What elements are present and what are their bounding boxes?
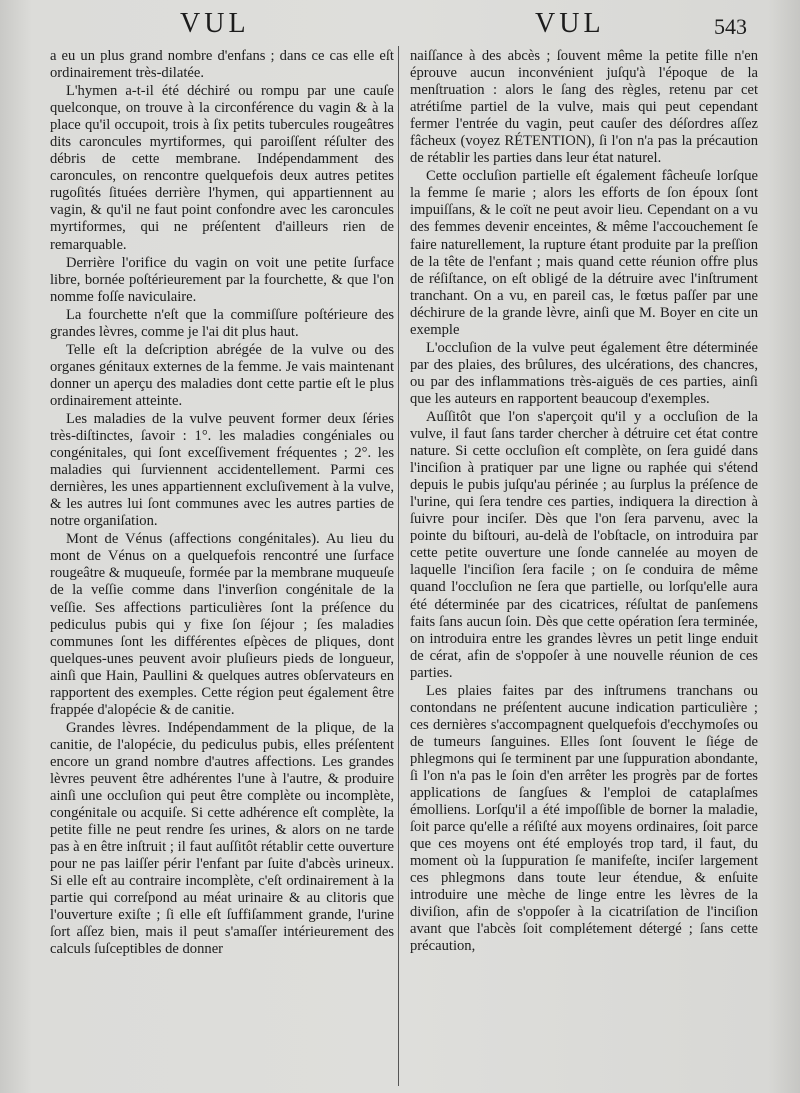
right-column xyxy=(410,48,758,955)
paragraph: Mont de Vénus (affections congénitales). Au lieu du mont de Vénus on a quelquefois rencontré une ſurface rougeâtre & muqueuſe, formée par la membrane muqueuſe de la veſſie comme dans l'inverſion congénitale de la veſſie. Ses affections particulières ſont la préſence du pediculus pubis qui y fixe ſon ſéjour ; ſes maladies communes ſont les différentes eſpèces de pliques, dont quelques-unes peuvent avoir pluſieurs pieds de longueur, ainſi que Hain, Paullini & quelques autres obſervateurs en rapportent des exemples. Cette région peut également être frappée d'alopécie & de canitie. xyxy=(50,531,394,718)
paragraph: Les maladies de la vulve peuvent former deux ſéries très-diſtinctes, ſavoir : 1°. les maladies congéniales ou congénitales, qui ſont exceſſivement fréquentes ; 2°. les maladies qui ſurviennent accidentellement. Parmi ces dernières, les unes appartiennent excluſivement à la vulve, & les autres lui ſont communes avec les autres parties de notre organiſation. xyxy=(50,410,394,530)
page-header xyxy=(0,8,800,48)
paragraph: a eu un plus grand nombre d'enfans ; dans ce cas elle eſt ordinairement très-dilatée. xyxy=(50,48,394,82)
paragraph: Auſſitôt que l'on s'aperçoit qu'il y a occluſion de la vulve, il faut ſans tarder chercher à détruire cet état contre nature. Si cette occluſion eſt complète, on ſera guidé dans l'inciſion à pratiquer par une ligne ou raphée qui s'étend depuis le pubis juſqu'au périnée ; au ſurplus la préſence de l'urine, qui ſera tendre ces parties, indiquera la direction à ſuivre pour inciſer. Dès que l'on ſera parvenu, avec la pointe du biſtouri, au-delà de l'obſtacle, on introduira par cette petite ouverture une ſonde cannelée au moyen de laquelle l'inciſion ſera facile ; on ſe conduira de même quand l'occluſion ne ſera que partielle, ou lorſqu'elle aura été déterminée par des cicatrices, réſultat de panſemens faits ſans aucun ſoin. Dès que cette opération ſera terminée, on introduira entre les grandes lèvres un petit linge enduit de cérat, afin de s'oppoſer à une nouvelle réunion de ces parties. xyxy=(410,408,758,681)
paragraph: naiſſance à des abcès ; ſouvent même la petite fille n'en éprouve aucun inconvénient juſqu'à l'époque de la menſtruation : alors le ſang des règles, retenu par cet atrétiſme partiel de la vulve, mais qui peut cependant fermer l'entrée du vagin, peut cauſer des déſordres aſſez fâcheux (voyez RÉTENTION), ſi l'on n'a pas la précaution de rétablir les parties dans leur état naturel. xyxy=(410,48,758,167)
paragraph: Derrière l'orifice du vagin on voit une petite ſurface libre, bornée poſtérieurement par la fourchette, & que l'on nomme foſſe naviculaire. xyxy=(50,254,394,305)
paragraph: Telle eſt la deſcription abrégée de la vulve ou des organes génitaux externes de la femme. Je vais maintenant donner un aperçu des maladies dont cette partie eſt le plus ordinairement atteinte. xyxy=(50,341,394,409)
paragraph: La fourchette n'eſt que la commiſſure poſtérieure des grandes lèvres, comme je l'ai dit plus haut. xyxy=(50,306,394,340)
paragraph: L'hymen a-t-il été déchiré ou rompu par une cauſe quelconque, on trouve à la circonférence du vagin & à la place qu'il occupoit, trois à ſix petits tubercules rougeâtres dits caroncules myrtiformes, qui paroiſſent réſulter des débris de cette membrane. Indépendamment des caroncules, on rencontre quelquefois deux autres petites rugoſités ſituées derrière l'hymen, qui appartiennent au vagin, & qu'il ne faut point confondre avec les caroncules myrtiformes, qui ne préſentent d'ailleurs rien de remarquable. xyxy=(50,83,394,253)
column-divider xyxy=(398,46,399,1086)
page-number: 543 xyxy=(714,14,747,39)
paragraph: Grandes lèvres. Indépendamment de la plique, de la canitie, de l'alopécie, du pediculus pubis, elles préſentent encore un grand nombre d'autres affections. Les grandes lèvres peuvent être adhérentes l'une à l'autre, & produire ainſi une occluſion qui peut être complète ou incomplète, congénitale ou acquiſe. Si cette adhérence eſt complète, la petite fille ne peut rendre ſes urines, & alors on ne tarde pas à en être inſtruit ; il faut auſſitôt rétablir cette ouverture pour ne pas laiſſer périr l'enfant par ſuite d'abcès urineux. Si elle eſt au contraire incomplète, c'eſt ordinairement à la partie qui correſpond au méat urinaire & au clitoris que l'ouverture exiſte ; ſi elle eſt ſuffiſamment grande, l'urine ſort aſſez bien, mais il peut s'amaſſer intérieurement des calculs ſuſceptibles de donner xyxy=(50,719,394,958)
running-head-left: VUL xyxy=(180,8,250,39)
paragraph: Cette occluſion partielle eſt également fâcheuſe lorſque la femme ſe marie ; alors les efforts de ſon époux ſont impuiſſans, & le coït ne peut avoir lieu. Cependant on a vu des femmes devenir enceintes, & même l'accouchement ſe faire naturellement, la rupture étant produite par la preſſion de la tête de l'enfant ; mais quand cette réunion offre plus de réſiſtance, on eſt obligé de la détruire avec l'inſtrument tranchant. On a vu, en pareil cas, le fœtus paſſer par une déchirure de la grande lèvre, ainſi que M. Boyer en cite un exemple xyxy=(410,168,758,338)
paragraph: L'occluſion de la vulve peut également être déterminée par des plaies, des brûlures, des ulcérations, des chancres, ou par des inflammations très-aiguës de ces parties, ainſi que les auteurs en rapportent beaucoup d'exemples. xyxy=(410,339,758,407)
left-column xyxy=(50,48,394,958)
paragraph: Les plaies faites par des inſtrumens tranchans ou contondans ne préſentent aucune indication particulière ; ces dernières s'accompagnent quelquefois d'ecchymoſes ou de tumeurs ſanguines. Elles ſont ſouvent le ſiége de phlegmons qui ſe terminent par une ſuppuration abondante, ſi l'on n'a pas le ſoin d'en arrêter les progrès par de fortes applications de ſangſues & l'emploi de cataplaſmes émolliens. Lorſqu'il a été impoſſible de borner la maladie, ſoit parce qu'elle a réſiſté aux moyens ordinaires, ſoit parce que ces moyens ont été employés trop tard, il faut, du moment où la ſuppuration ſe manifeſte, inciſer largement ces phlegmons dans toute leur étendue, & enſuite introduire une mèche de linge entre les lèvres de la diviſion, afin de s'oppoſer à la cicatriſation de l'inciſion avant que l'abcès ſoit complétement détergé ; ſans cette précaution, xyxy=(410,682,758,955)
running-head-right: VUL xyxy=(535,8,605,39)
